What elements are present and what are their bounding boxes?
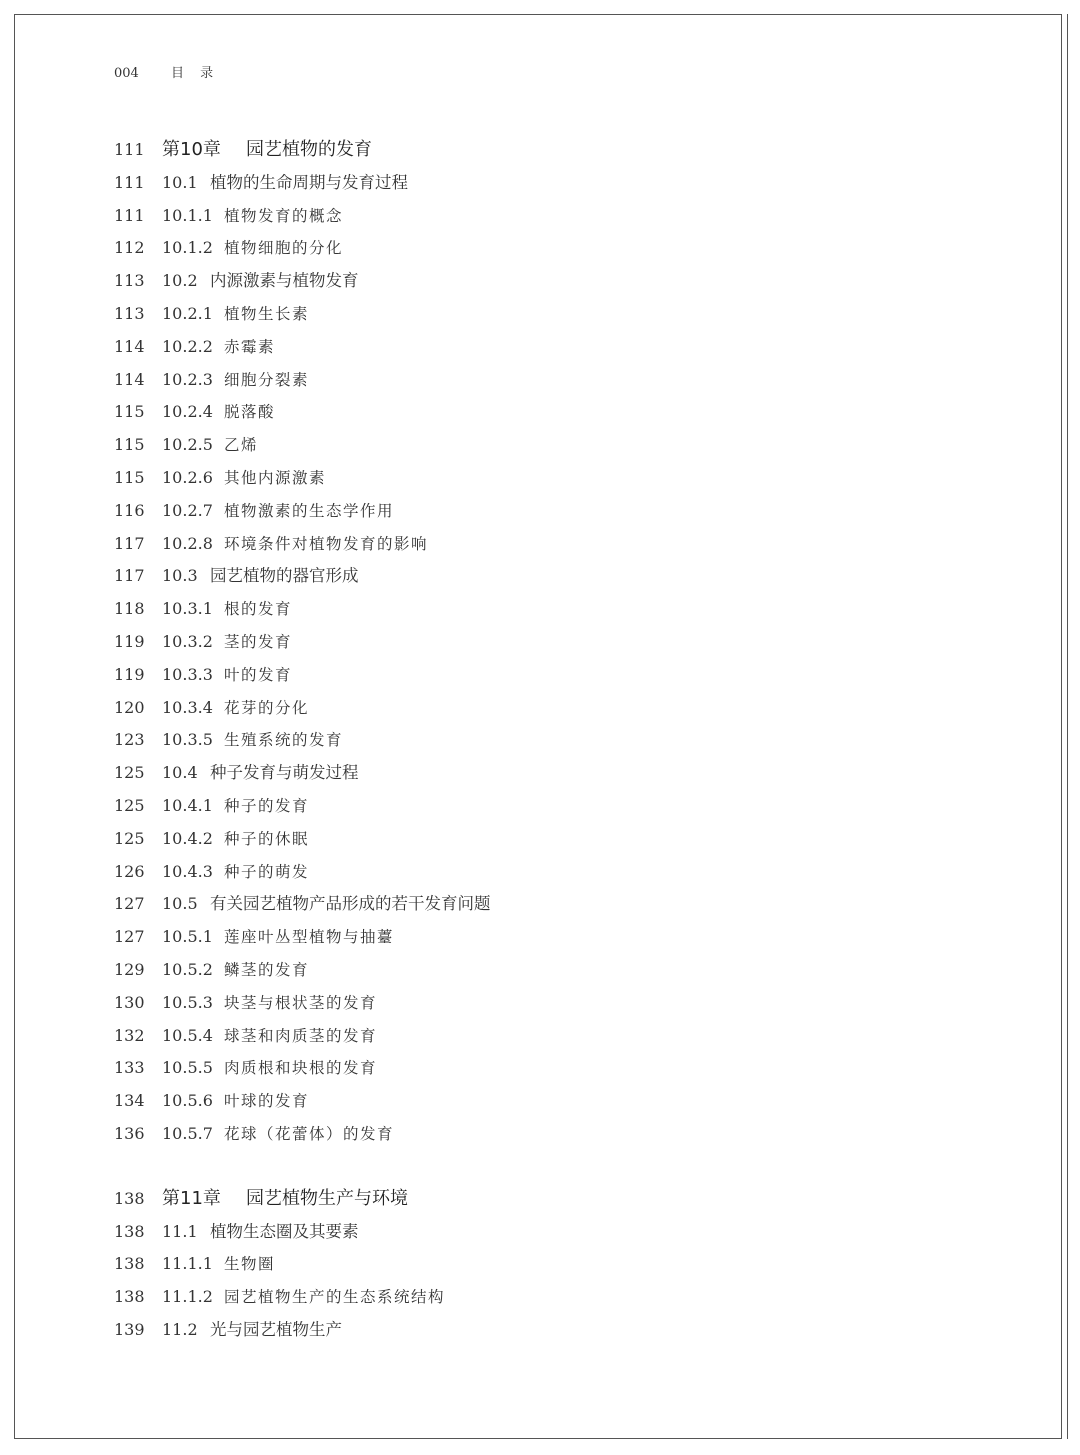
toc-entry-number: 10.4.3 bbox=[162, 861, 213, 881]
toc-page-number: 126 bbox=[114, 861, 145, 881]
toc-page-number: 111 bbox=[114, 205, 145, 225]
toc-page-number: 111 bbox=[114, 140, 145, 159]
toc-entry-title: 植物细胞的分化 bbox=[224, 239, 344, 258]
toc-sub-entry[interactable] bbox=[114, 790, 1014, 823]
toc-entry-number: 10.3.1 bbox=[162, 599, 213, 619]
toc-sub-entry[interactable] bbox=[114, 1052, 1014, 1085]
toc-entry-title: 莲座叶丛型植物与抽薹 bbox=[224, 928, 395, 947]
toc-sub-entry[interactable] bbox=[114, 823, 1014, 856]
toc-page-number: 138 bbox=[114, 1188, 145, 1208]
toc-page-number: 134 bbox=[114, 1091, 145, 1111]
toc-entry-title: 园艺植物生产与环境 bbox=[246, 1187, 408, 1209]
toc-sub-entry[interactable] bbox=[114, 1020, 1014, 1053]
toc-entry-title: 赤霉素 bbox=[224, 337, 276, 356]
running-header bbox=[114, 62, 219, 81]
toc-entry-title: 脱落酸 bbox=[224, 403, 276, 422]
toc-entry-number: 10.5.5 bbox=[162, 1058, 213, 1078]
toc-entry-title: 鳞茎的发育 bbox=[224, 960, 310, 979]
toc-page-number: 129 bbox=[114, 959, 145, 979]
toc-entry-title: 其他内源激素 bbox=[224, 468, 327, 487]
toc-entry-number: 10.2.8 bbox=[162, 533, 213, 553]
toc-sub-entry[interactable] bbox=[114, 593, 1014, 626]
toc-entry-title: 乙烯 bbox=[224, 436, 259, 455]
toc-sub-entry[interactable] bbox=[114, 921, 1014, 954]
toc-entry-title: 叶的发育 bbox=[224, 665, 293, 684]
toc-entry-title: 内源激素与植物发育 bbox=[210, 271, 359, 291]
toc-page-number: 119 bbox=[114, 631, 145, 651]
toc-entry-number: 10.2.7 bbox=[162, 500, 213, 520]
toc-entry-number: 10.4 bbox=[162, 763, 198, 783]
toc-sub-entry[interactable] bbox=[114, 462, 1014, 495]
toc-entry-title: 植物生长素 bbox=[224, 304, 310, 323]
toc-entry-number: 10.5.6 bbox=[162, 1091, 213, 1111]
toc-entry-number: 11.1.1 bbox=[162, 1254, 213, 1274]
toc-entry-title: 园艺植物的发育 bbox=[246, 139, 372, 160]
toc-page-number: 118 bbox=[114, 599, 145, 619]
toc-section-entry[interactable] bbox=[114, 1314, 1014, 1347]
toc-page-number: 117 bbox=[114, 566, 145, 586]
toc-page-number: 115 bbox=[114, 435, 145, 455]
toc-entry-number: 10.2.5 bbox=[162, 435, 213, 455]
toc-entry-number: 10.5 bbox=[162, 894, 198, 914]
toc-sub-entry[interactable] bbox=[114, 692, 1014, 725]
toc-page-number: 115 bbox=[114, 402, 145, 422]
toc-entry-title: 根的发育 bbox=[224, 600, 293, 619]
toc-entry-title: 园艺植物生产的生态系统结构 bbox=[224, 1288, 446, 1307]
toc-entry-title: 种子的休眠 bbox=[224, 829, 310, 848]
toc-entry-number: 10.2 bbox=[162, 271, 198, 291]
toc-entry-title: 茎的发育 bbox=[224, 632, 293, 651]
toc-sub-entry[interactable] bbox=[114, 364, 1014, 397]
toc-sub-entry[interactable] bbox=[114, 200, 1014, 233]
toc-entry-title: 细胞分裂素 bbox=[224, 370, 310, 389]
toc-sub-entry[interactable] bbox=[114, 396, 1014, 429]
toc-entry-number: 10.4.2 bbox=[162, 828, 213, 848]
toc-page-number: 125 bbox=[114, 828, 145, 848]
toc-entry-title: 生殖系统的发育 bbox=[224, 731, 344, 750]
toc-page-number: 138 bbox=[114, 1254, 145, 1274]
toc-entry-number: 10.4.1 bbox=[162, 795, 213, 815]
toc-page-number: 113 bbox=[114, 303, 145, 323]
toc-entry-title: 环境条件对植物发育的影响 bbox=[224, 534, 429, 553]
toc-entry-number: 10.5.1 bbox=[162, 927, 213, 947]
page-edge-divider bbox=[1067, 14, 1068, 1439]
toc-entry-number: 10.3.5 bbox=[162, 730, 213, 750]
toc-page-number: 119 bbox=[114, 664, 145, 684]
toc-entry-number: 10.5.2 bbox=[162, 959, 213, 979]
toc-entry-title: 肉质根和块根的发育 bbox=[224, 1059, 378, 1078]
toc-section-entry[interactable] bbox=[114, 560, 1014, 593]
toc-entry-title: 植物发育的概念 bbox=[224, 206, 344, 225]
toc-gap bbox=[114, 1151, 1014, 1183]
toc-sub-entry[interactable] bbox=[114, 987, 1014, 1020]
toc-page-number: 111 bbox=[114, 172, 145, 192]
toc-entry-title: 生物圈 bbox=[224, 1255, 276, 1274]
toc-entry-number: 10.2.4 bbox=[162, 402, 213, 422]
toc-page-number: 113 bbox=[114, 271, 145, 291]
toc-sub-entry[interactable] bbox=[114, 331, 1014, 364]
toc-page-number: 125 bbox=[114, 795, 145, 815]
toc-entry-number: 11.2 bbox=[162, 1319, 198, 1339]
toc-page-number: 127 bbox=[114, 894, 145, 914]
toc-entry-title: 种子的萌发 bbox=[224, 862, 310, 881]
toc-page-number: 112 bbox=[114, 238, 145, 258]
toc-entry-number: 10.2.1 bbox=[162, 303, 213, 323]
toc-sub-entry[interactable] bbox=[114, 1118, 1014, 1151]
toc-entry-title: 园艺植物的器官形成 bbox=[210, 566, 359, 586]
toc-sub-entry[interactable] bbox=[114, 659, 1014, 692]
toc-page-number: 117 bbox=[114, 533, 145, 553]
toc-page-number: 116 bbox=[114, 500, 145, 520]
toc-entry-title: 花球（花蕾体）的发育 bbox=[224, 1124, 395, 1143]
toc-chapter-entry[interactable] bbox=[114, 1183, 1014, 1216]
toc-page-number: 115 bbox=[114, 467, 145, 487]
toc-entry-number: 第10章 bbox=[162, 139, 221, 160]
toc-page-number: 139 bbox=[114, 1319, 145, 1339]
toc-entry-number: 11.1 bbox=[162, 1221, 198, 1241]
toc-sub-entry[interactable] bbox=[114, 954, 1014, 987]
toc-chapter-entry[interactable] bbox=[114, 134, 1014, 167]
toc-page-number: 114 bbox=[114, 336, 145, 356]
running-title: 目 录 bbox=[170, 66, 220, 81]
toc-section-entry[interactable] bbox=[114, 757, 1014, 790]
toc-entry-number: 第11章 bbox=[162, 1187, 221, 1209]
toc-page-number: 123 bbox=[114, 730, 145, 750]
toc-page-number: 130 bbox=[114, 992, 145, 1012]
toc-section-entry[interactable] bbox=[114, 265, 1014, 298]
toc-page-number: 138 bbox=[114, 1287, 145, 1307]
toc-entry-title: 光与园艺植物生产 bbox=[210, 1319, 342, 1339]
toc-page-number: 136 bbox=[114, 1123, 145, 1143]
toc-entry-number: 10.2.2 bbox=[162, 336, 213, 356]
toc-entry-number: 10.1 bbox=[162, 172, 198, 192]
toc-entry-number: 10.2.6 bbox=[162, 467, 213, 487]
toc-page-number: 127 bbox=[114, 927, 145, 947]
page-folio: 004 bbox=[114, 66, 139, 81]
toc-sub-entry[interactable] bbox=[114, 1085, 1014, 1118]
toc-sub-entry[interactable] bbox=[114, 429, 1014, 462]
toc-entry-number: 10.1.2 bbox=[162, 238, 213, 258]
toc-sub-entry[interactable] bbox=[114, 528, 1014, 561]
toc-section-entry[interactable] bbox=[114, 167, 1014, 200]
toc-section-entry[interactable] bbox=[114, 888, 1014, 921]
toc-page-number: 138 bbox=[114, 1221, 145, 1241]
toc-entry-title: 种子发育与萌发过程 bbox=[210, 763, 359, 783]
toc-page-number: 120 bbox=[114, 697, 145, 717]
toc-sub-entry[interactable] bbox=[114, 1281, 1014, 1314]
toc-sub-entry[interactable] bbox=[114, 724, 1014, 757]
toc-entry-title: 植物的生命周期与发育过程 bbox=[210, 172, 408, 192]
toc-sub-entry[interactable] bbox=[114, 298, 1014, 331]
toc-entry-title: 种子的发育 bbox=[224, 796, 310, 815]
toc-sub-entry[interactable] bbox=[114, 626, 1014, 659]
toc-entry-title: 植物激素的生态学作用 bbox=[224, 501, 395, 520]
toc-entry-number: 10.3.3 bbox=[162, 664, 213, 684]
toc-entry-title: 有关园艺植物产品形成的若干发育问题 bbox=[210, 894, 491, 914]
toc-page-number: 114 bbox=[114, 369, 145, 389]
toc-entry-number: 10.1.1 bbox=[162, 205, 213, 225]
toc-section-entry[interactable] bbox=[114, 1216, 1014, 1249]
toc-sub-entry[interactable] bbox=[114, 856, 1014, 889]
toc-entry-number: 10.3.4 bbox=[162, 697, 213, 717]
toc-entry-number: 10.3 bbox=[162, 566, 198, 586]
toc-entry-number: 10.5.3 bbox=[162, 992, 213, 1012]
toc-page-number: 125 bbox=[114, 763, 145, 783]
toc-entry-title: 球茎和肉质茎的发育 bbox=[224, 1026, 378, 1045]
table-of-contents bbox=[114, 134, 1014, 1347]
toc-page-number: 133 bbox=[114, 1058, 145, 1078]
toc-page-number: 132 bbox=[114, 1025, 145, 1045]
toc-entry-number: 10.5.7 bbox=[162, 1123, 213, 1143]
toc-entry-number: 10.2.3 bbox=[162, 369, 213, 389]
toc-entry-number: 10.5.4 bbox=[162, 1025, 213, 1045]
toc-sub-entry[interactable] bbox=[114, 1248, 1014, 1281]
toc-entry-number: 10.3.2 bbox=[162, 631, 213, 651]
toc-entry-title: 花芽的分化 bbox=[224, 698, 310, 717]
toc-entry-title: 叶球的发育 bbox=[224, 1092, 310, 1111]
toc-sub-entry[interactable] bbox=[114, 232, 1014, 265]
toc-entry-title: 块茎与根状茎的发育 bbox=[224, 993, 378, 1012]
toc-entry-title: 植物生态圈及其要素 bbox=[210, 1221, 359, 1241]
toc-entry-number: 11.1.2 bbox=[162, 1287, 213, 1307]
toc-sub-entry[interactable] bbox=[114, 495, 1014, 528]
